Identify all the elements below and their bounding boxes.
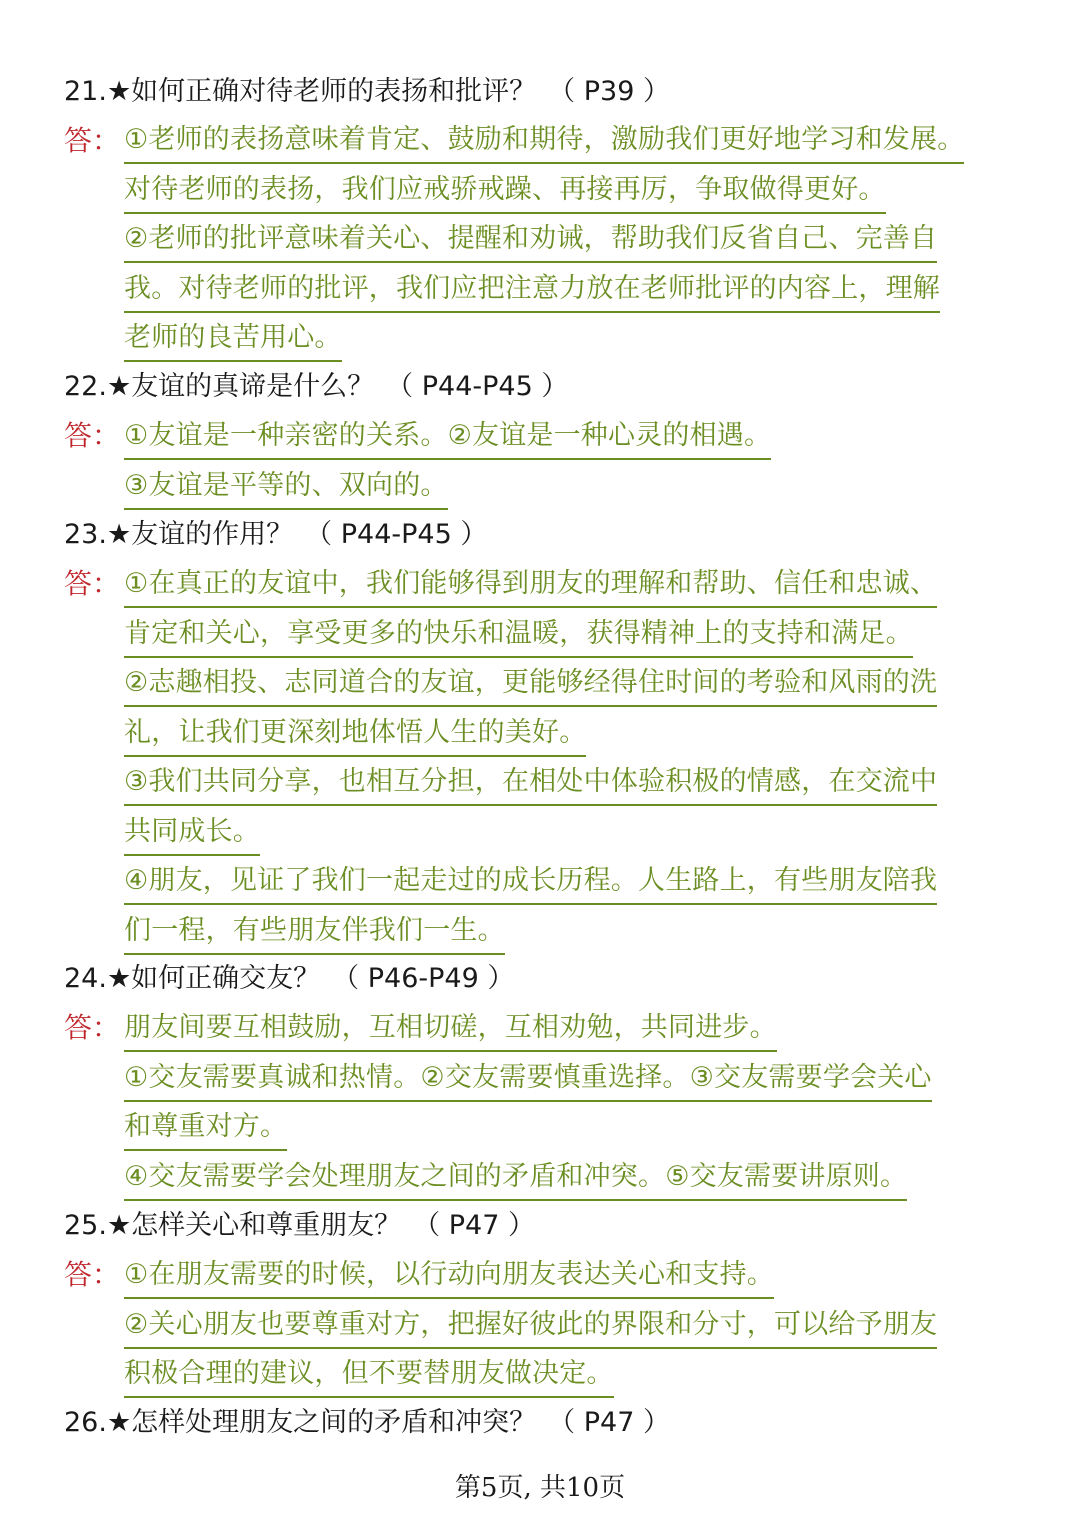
question-24	[64, 959, 514, 999]
question-number: 25.	[64, 1210, 107, 1241]
question-26	[64, 1403, 670, 1443]
answer-line: 对待老师的表扬，我们应戒骄戒躁、再接再厉，争取做得更好。	[124, 170, 886, 214]
answer-line: ①交友需要真诚和热情。②交友需要慎重选择。③交友需要学会关心	[124, 1058, 932, 1102]
page-reference: （ P44-P45 ）	[305, 519, 488, 550]
answer-label: 答：	[64, 1258, 121, 1291]
answer-line: ①友谊是一种亲密的关系。②友谊是一种心灵的相遇。	[124, 416, 771, 460]
answer-line: 朋友间要互相鼓励，互相切磋，互相劝勉，共同进步。	[124, 1008, 777, 1052]
question-number: 22.	[64, 371, 107, 402]
question-21	[64, 72, 670, 112]
answer-line: 礼，让我们更深刻地体悟人生的美好。	[124, 713, 586, 757]
question-text: ★友谊的作用？	[106, 519, 294, 550]
question-text: ★如何正确对待老师的表扬和批评？	[106, 76, 537, 107]
question-text: ★友谊的真谛是什么？	[106, 371, 375, 402]
question-text: ★怎样处理朋友之间的矛盾和冲突？	[106, 1407, 537, 1438]
answer-line: ④交友需要学会处理朋友之间的矛盾和冲突。⑤交友需要讲原则。	[124, 1157, 907, 1201]
page-reference: （ P46-P49 ）	[332, 963, 515, 994]
answer-label: 答：	[64, 567, 121, 600]
question-text: ★怎样关心和尊重朋友？	[106, 1210, 402, 1241]
answer-label: 答：	[64, 419, 121, 452]
question-number: 21.	[64, 76, 107, 107]
question-25	[64, 1206, 535, 1246]
answer-line: 肯定和关心，享受更多的快乐和温暖，获得精神上的支持和满足。	[124, 614, 913, 658]
page-reference: （ P44-P45 ）	[386, 371, 569, 402]
answer-line: ②志趣相投、志同道合的友谊，更能够经得住时间的考验和风雨的洗	[124, 663, 937, 707]
answer-label: 答：	[64, 124, 121, 157]
answer-line: ②关心朋友也要尊重对方，把握好彼此的界限和分寸，可以给予朋友	[124, 1305, 937, 1349]
answer-line: 我。对待老师的批评，我们应把注意力放在老师批评的内容上，理解	[124, 269, 940, 313]
answer-line: ③我们共同分享，也相互分担，在相处中体验积极的情感，在交流中	[124, 762, 937, 806]
question-number: 23.	[64, 519, 107, 550]
page-footer: 第5页, 共10页	[454, 1473, 626, 1503]
page-reference: （ P47 ）	[548, 1407, 670, 1438]
question-23	[64, 515, 487, 555]
page-reference: （ P47 ）	[413, 1210, 535, 1241]
page-reference: （ P39 ）	[548, 76, 670, 107]
answer-line: 老师的良苦用心。	[124, 318, 342, 362]
question-number: 24.	[64, 963, 107, 994]
answer-line: ①在真正的友谊中，我们能够得到朋友的理解和帮助、信任和忠诚、	[124, 564, 937, 608]
answer-line: ①在朋友需要的时候，以行动向朋友表达关心和支持。	[124, 1255, 774, 1299]
answer-line: ④朋友，见证了我们一起走过的成长历程。人生路上，有些朋友陪我	[124, 861, 937, 905]
question-22	[64, 367, 568, 407]
answer-line: ①老师的表扬意味着肯定、鼓励和期待，激励我们更好地学习和发展。	[124, 120, 964, 164]
question-number: 26.	[64, 1407, 107, 1438]
answer-line: 们一程，有些朋友伴我们一生。	[124, 911, 505, 955]
answer-line: ③友谊是平等的、双向的。	[124, 466, 448, 510]
answer-line: 和尊重对方。	[124, 1107, 287, 1151]
answer-line: ②老师的批评意味着关心、提醒和劝诫，帮助我们反省自己、完善自	[124, 219, 937, 263]
answer-label: 答：	[64, 1011, 121, 1044]
question-text: ★如何正确交友？	[106, 963, 321, 994]
answer-line: 积极合理的建议，但不要替朋友做决定。	[124, 1354, 614, 1398]
answer-line: 共同成长。	[124, 812, 260, 856]
